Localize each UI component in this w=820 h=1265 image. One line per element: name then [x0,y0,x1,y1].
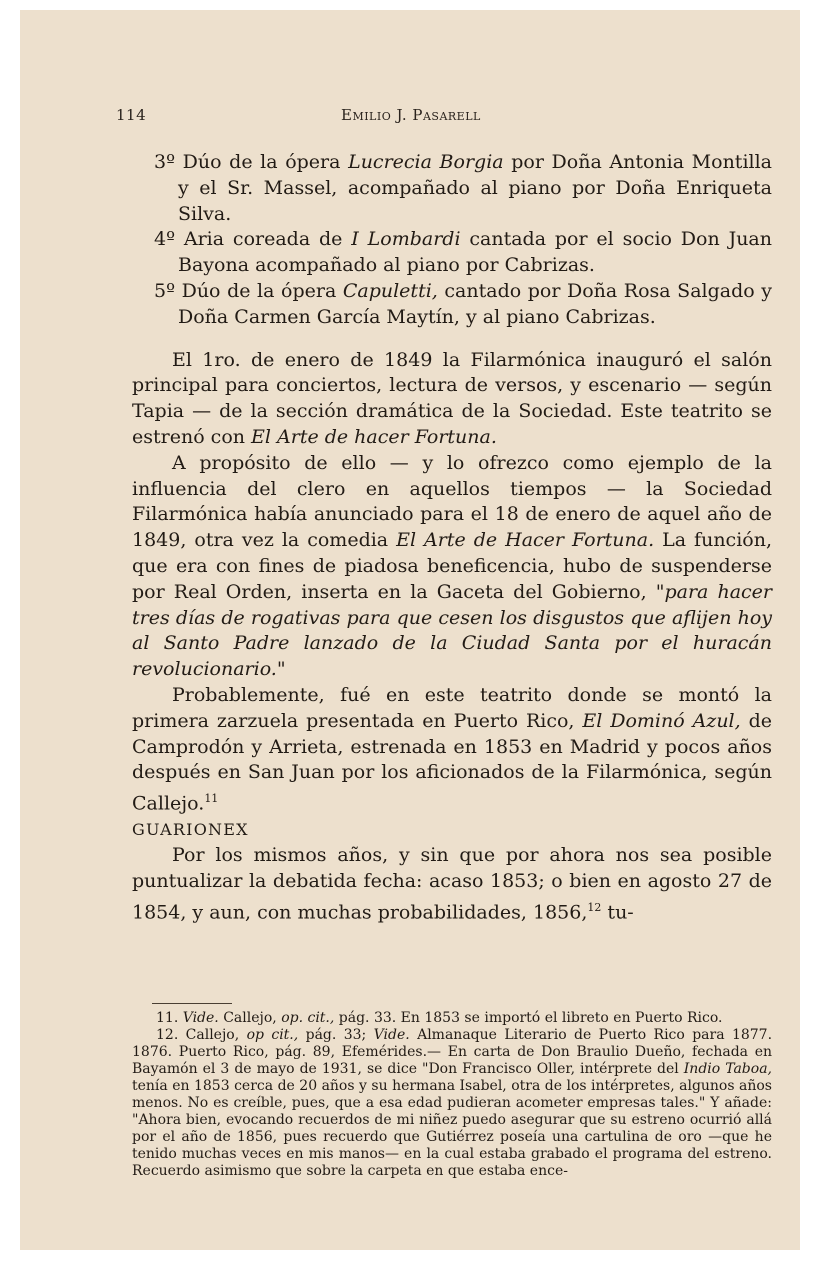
footnote-11: 11. Vide. Callejo, op. cit., pág. 33. En 1853 se importó el libreto en Puerto Rico. [156,1010,723,1026]
author-name: Emilio J. Pasarell [341,106,481,124]
book-page [20,10,800,1250]
footnote-ref-11[interactable]: 11 [204,792,219,806]
paragraph-guarionex: Por los mismos años, y sin que por ahora nos sea posible puntualizar la debatida fecha: acaso 1853; o bien en agosto 27 de 1854, y aun, con muchas probabilidades, 1856,12 tu- [132,844,772,923]
page-number: 114 [116,106,147,124]
program-item-4: 4º Aria coreada de I Lombardi cantada por el socio Don Juan Bayona acompañado al piano por Cabrizas. [154,228,772,277]
paragraph-inauguration: El 1ro. de enero de 1849 la Filarmónica inauguró el salón principal para conciertos, lectura de versos, y escenario — según Tapia — de la sección dramática de la Sociedad. Este teatrito se estrenó con El Arte de hacer Fortuna. [132,348,772,448]
footnote-separator [152,1003,232,1004]
program-item-5: 5º Dúo de la ópera Capuletti, cantado por Doña Rosa Salgado y Doña Carmen García Maytín, y al piano Cabrizas. [154,279,772,328]
paragraph-clergy: A propósito de ello — y lo ofrezco como ejemplo de la influencia del clero en aquellos tiempos — la Sociedad Filarmónica había anunciado para el 18 de enero de aquel año de 1849, otra vez la comedia El Arte de Hacer Fortuna. La función, que era con fines de piadosa beneficencia, hubo de suspenderse por Real Orden, inserta en la Gaceta del Gobierno, "para hacer tres días de rogativas para que cesen los disgustos que aflijen hoy al Santo Padre lanzado de la Ciudad Santa por el huracán revolucionario." [132,451,772,681]
paragraph-zarzuela: Probablemente, fué en este teatrito donde se montó la primera zarzuela presentada en Puerto Rico, El Dominó Azul, de Camprodón y Arrieta, estrenada en 1853 en Madrid y pocos años después en San Juan por los aficionados de la Filarmónica, según Callejo.$^{11}$ [132,683,773,815]
program-item-3: 3º Dúo de la ópera Lucrecia Borgia por Doña Antonia Montilla y el Sr. Massel, acompañado al piano por Doña Enriqueta Silva. [154,151,773,225]
section-title: GUARIONEX [132,820,249,840]
footnote-12: 12. Callejo, op cit., pág. 33; Vide. Almanaque Literario de Puerto Rico para 1877. 1876. Puerto Rico, pág. 89, Efemérides.— En carta de Don Braulio Dueño, fechada en Bayamón el 3 de mayo de 1931, se dice "Don Francisco Oller, intérprete del Indio Taboa, tenía en 1853 cerca de 20 años y su hermana Isabel, otra de los intérpretes, algunos años menos. No es creíble, pues, que a esa edad pudieran acometer empresas tales." Y añade: "Ahora bien, evocando recuerdos de mi niñez puedo asegurar que su estreno ocurrió allá por el año de 1856, pues recuerdo que Gutiérrez poseía una cartulina de oro —que he tenido muchas veces en mis manos— en la cual estaba grabado el programa del estreno. Recuerdo asimismo que sobre la carpeta en que estaba ence- [132,1027,773,1179]
footnote-ref-12[interactable]: 12 [587,900,602,914]
main-text [132,150,772,926]
footnotes [132,1010,772,1180]
